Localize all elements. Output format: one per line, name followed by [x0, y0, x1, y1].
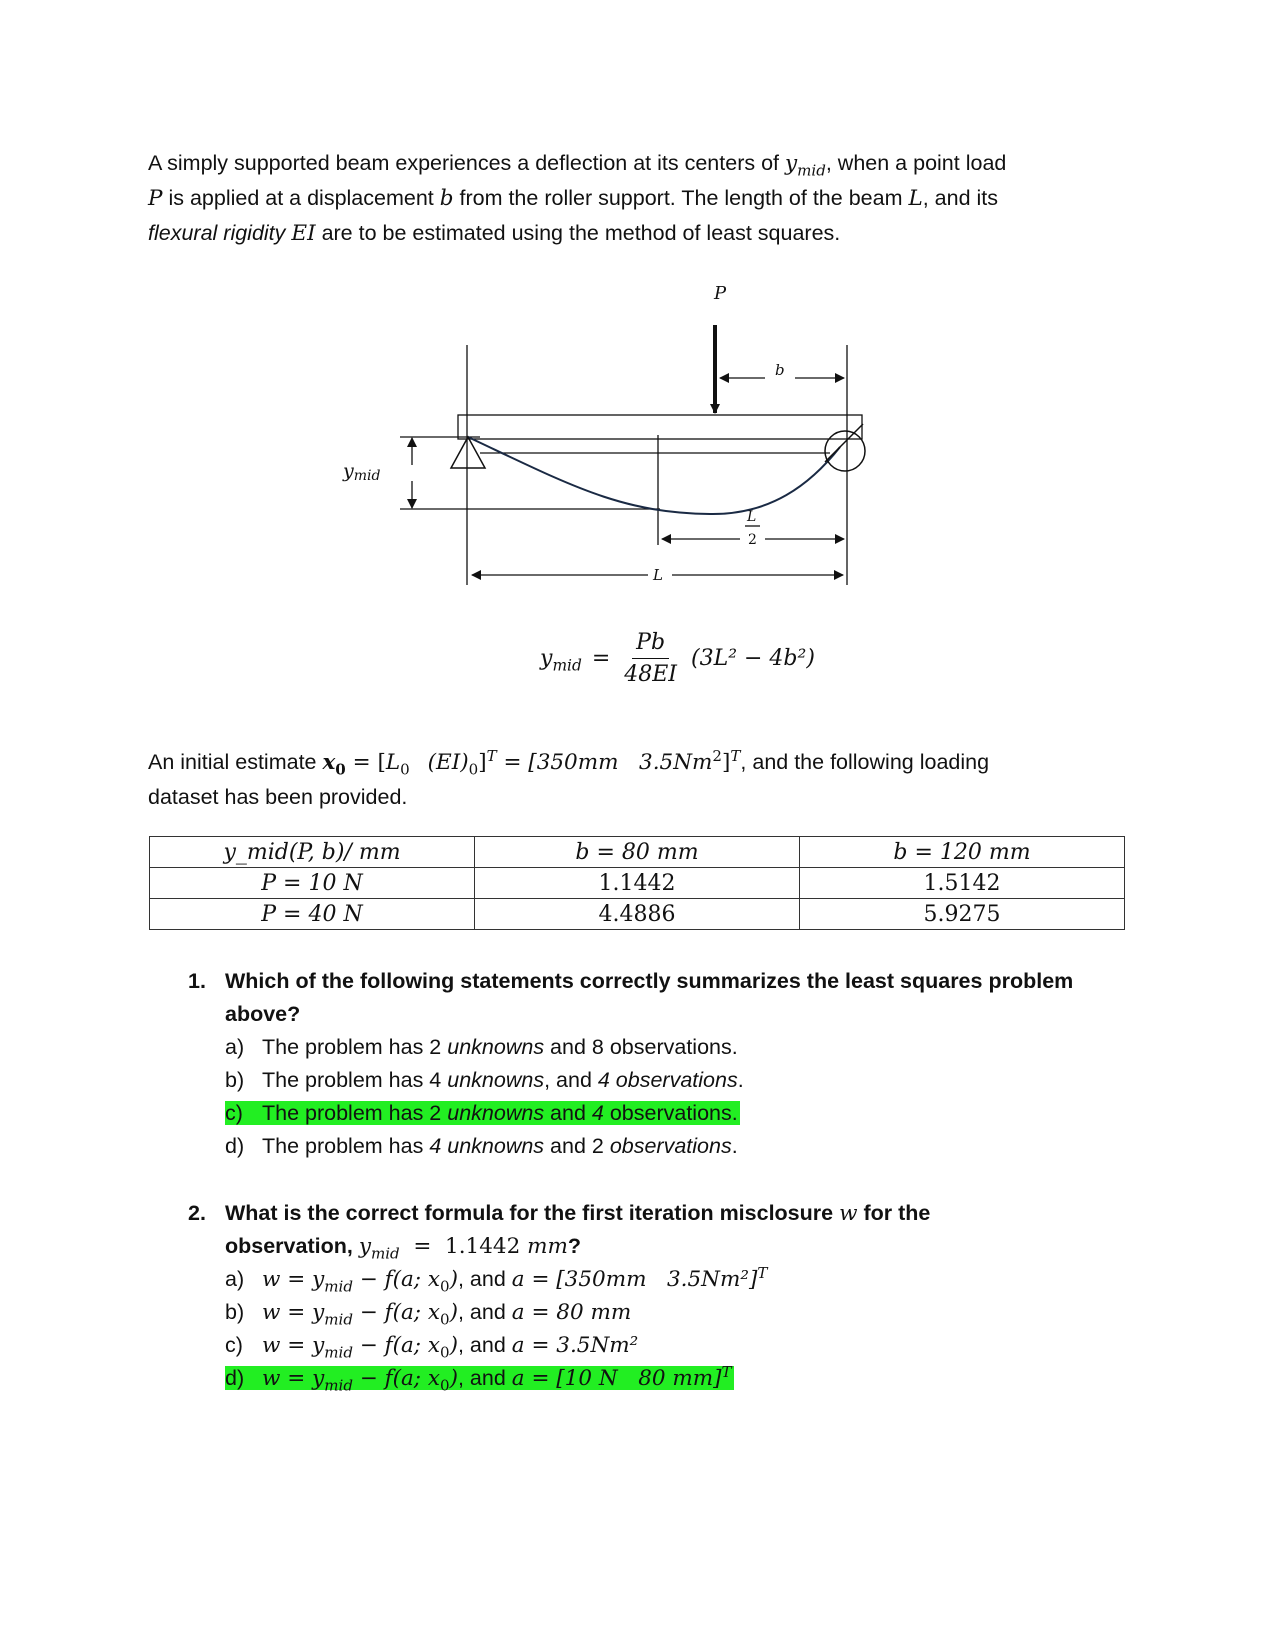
table-cell: 1.1442	[475, 868, 800, 899]
intro-text-6: are to be estimated using the method of least squares.	[315, 221, 841, 245]
ymid-symbol: $y_{mid}$	[784, 151, 826, 180]
estimate-eq: = [	[345, 750, 386, 775]
estimate-text-2: , and the following loading	[740, 750, 990, 774]
question-text: Which of the following statements correctly summarizes the least squares problem above?	[225, 969, 1074, 1026]
initial-estimate-paragraph	[148, 745, 1148, 815]
table-header-cell: y_mid(P, b)/ mm	[150, 837, 475, 868]
option-a[interactable]: a) The problem has 2 unknowns and 8 observations.	[225, 1035, 738, 1059]
formula-tail: (3L² − 4b²)	[691, 646, 815, 671]
formula-denominator: 48EI	[624, 662, 677, 687]
table-cell: P = 10 N	[150, 868, 475, 899]
transpose-2: T	[730, 746, 741, 765]
question-2	[188, 1197, 1138, 1395]
option-d[interactable]: d) The problem has 4 unknowns and 2 observations.	[225, 1134, 738, 1158]
intro-text-3: is applied at a displacement	[162, 186, 440, 210]
intro-paragraph	[148, 146, 1138, 251]
l0-symbol: $L_0$	[385, 750, 410, 779]
formula-equals: =	[591, 646, 611, 671]
estimate-close-2: ]	[721, 750, 731, 775]
figure-half-l-num: L	[747, 509, 757, 525]
question-1	[188, 965, 1138, 1163]
intro-text-1: A simply supported beam experiences a deflection at its centers of	[148, 151, 785, 175]
option-d-correct[interactable]	[225, 1362, 1138, 1395]
table-header-cell: b = 120 mm	[800, 837, 1125, 868]
figure-p-label: P	[714, 285, 727, 304]
question-number: 1.	[188, 969, 206, 993]
table-row	[150, 868, 1125, 899]
option-c-correct[interactable]	[225, 1097, 1138, 1130]
intro-text-5: , and its	[922, 186, 999, 210]
table-cell: 4.4886	[475, 899, 800, 930]
question-1-options	[225, 1031, 1138, 1163]
highlight: d) $w = y_{mid} - f(a$; $x_0$), and a = [10 N 80 mm]$^T$	[225, 1362, 732, 1395]
deflection-curve	[468, 437, 840, 514]
b-symbol: b	[439, 186, 454, 211]
estimate-values: = [350mm 3.5Nm	[496, 750, 713, 775]
highlight: c) The problem has 2 unknowns and 4 observations.	[225, 1101, 738, 1125]
transpose-1: T	[486, 746, 497, 765]
option-b[interactable]: b) $w = y_{mid} - f(a$; $x_0$), and a = 80 mm	[225, 1300, 632, 1329]
formula-fraction	[620, 630, 681, 687]
question-2-options	[225, 1263, 1138, 1395]
p-symbol: P	[148, 186, 163, 211]
table-header-cell: b = 80 mm	[475, 837, 800, 868]
intro-text-2: , when a point load	[825, 151, 1007, 175]
question-2-title	[188, 1197, 1138, 1263]
loading-dataset-table	[149, 836, 1125, 930]
question-text: What is the correct formula for the first iteration misclosure w for the observation, $y_{mid} = 1.1442$ mm?	[225, 1201, 931, 1263]
figure-ymid-label: ymid	[343, 460, 381, 484]
table-cell: P = 40 N	[150, 899, 475, 930]
estimate-squared: 2	[712, 746, 722, 765]
deflection-formula	[540, 630, 815, 687]
intro-text-4: from the roller support. The length of the beam	[453, 186, 909, 210]
table-cell: 1.5142	[800, 868, 1125, 899]
ei-symbol: EI	[291, 221, 316, 246]
table-row	[150, 899, 1125, 930]
question-number: 2.	[188, 1201, 206, 1225]
estimate-text-1: An initial estimate	[148, 750, 323, 774]
table-header-row	[150, 837, 1125, 868]
roller-support	[825, 431, 865, 471]
option-b[interactable]: b) The problem has 4 unknowns, and 4 observations.	[225, 1068, 744, 1092]
beam-diagram	[330, 285, 930, 615]
question-1-title	[188, 965, 1138, 1031]
option-c[interactable]: c) $w = y_{mid} - f(a$; $x_0$), and a = 3.5Nm²	[225, 1333, 639, 1362]
option-a[interactable]: a) $w = y_{mid} - f(a$; $x_0$), and a = [350mm 3.5Nm²]$^T$	[225, 1263, 768, 1296]
ei0-symbol: $(EI)_0$	[427, 750, 479, 779]
figure-half-l-den: 2	[748, 532, 757, 548]
formula-lhs: $y_{mid}$	[540, 646, 582, 675]
table-cell: 5.9275	[800, 899, 1125, 930]
x0-vector: $x_0$	[322, 750, 346, 779]
figure-l-label: L	[653, 566, 663, 584]
beam-body	[458, 415, 862, 439]
estimate-close: ]	[478, 750, 487, 775]
l-symbol: L	[908, 186, 923, 211]
estimate-text-3: dataset has been provided.	[148, 785, 408, 809]
flexural-rigidity-term: flexural rigidity	[148, 221, 286, 245]
figure-b-label: b	[775, 361, 785, 379]
formula-numerator: Pb	[632, 630, 669, 659]
